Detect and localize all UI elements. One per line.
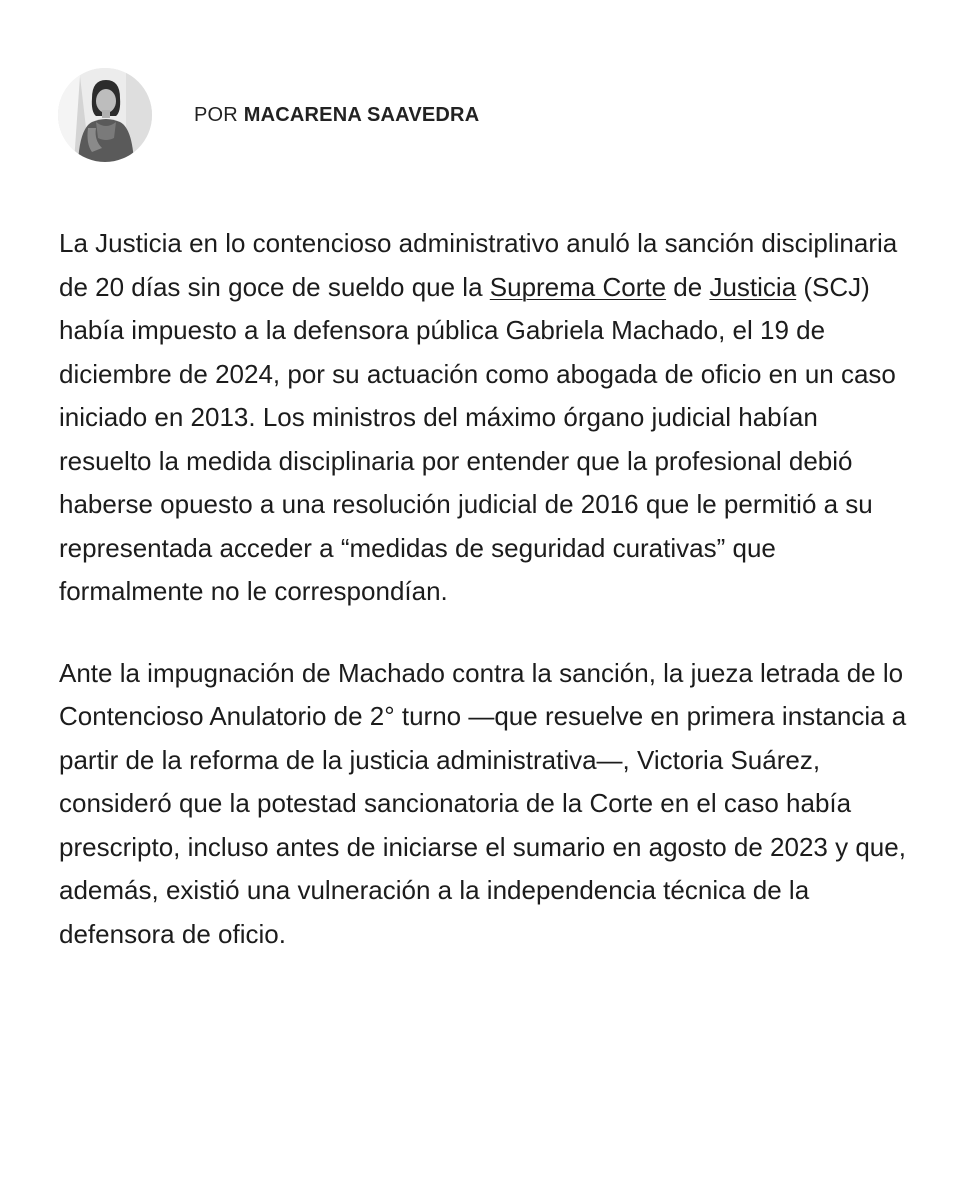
author-photo-icon: [58, 68, 152, 162]
author-byline: [194, 104, 479, 127]
paragraph-1-text-c: (SCJ) había impuesto a la defensora pública Gabriela Machado, el 19 de diciembre de 2024, por su actuación como abogada de oficio en un caso iniciado en 2013. Los ministros del máximo órgano judicial habían resuelto la medida disciplinaria por entender que la profesional debió haberse opuesto a una resolución judicial de 2016 que le permitió a su representada acceder a “medidas de seguridad curativas” que formalmente no le correspondían.: [59, 271, 896, 606]
article-paragraph-1: [59, 222, 909, 614]
byline: [58, 68, 479, 162]
link-justicia[interactable]: Justicia: [709, 271, 797, 302]
article-body: [59, 222, 909, 994]
link-suprema-corte[interactable]: Suprema Corte: [489, 271, 667, 302]
paragraph-1-text-a: La Justicia en lo contencioso administrativo anuló la sanción disciplinaria de 20 días sin goce de sueldo que la: [59, 228, 898, 302]
article-paragraph-2: Ante la impugnación de Machado contra la sanción, la jueza letrada de lo Contencioso Anulatorio de 2° turno —que resuelve en primera instancia a partir de la reforma de la justicia administrativa—, Victoria Suárez, consideró que la potestad sancionatoria de la Corte en el caso había prescripto, incluso antes de iniciarse el sumario en agosto de 2023 y que, además, existió una vulneración a la independencia técnica de la defensora de oficio.: [59, 657, 907, 949]
byline-prefix: POR: [194, 103, 238, 126]
paragraph-1-text-b: de: [666, 271, 710, 302]
author-name[interactable]: MACARENA SAAVEDRA: [243, 103, 480, 126]
author-avatar[interactable]: [58, 68, 152, 162]
